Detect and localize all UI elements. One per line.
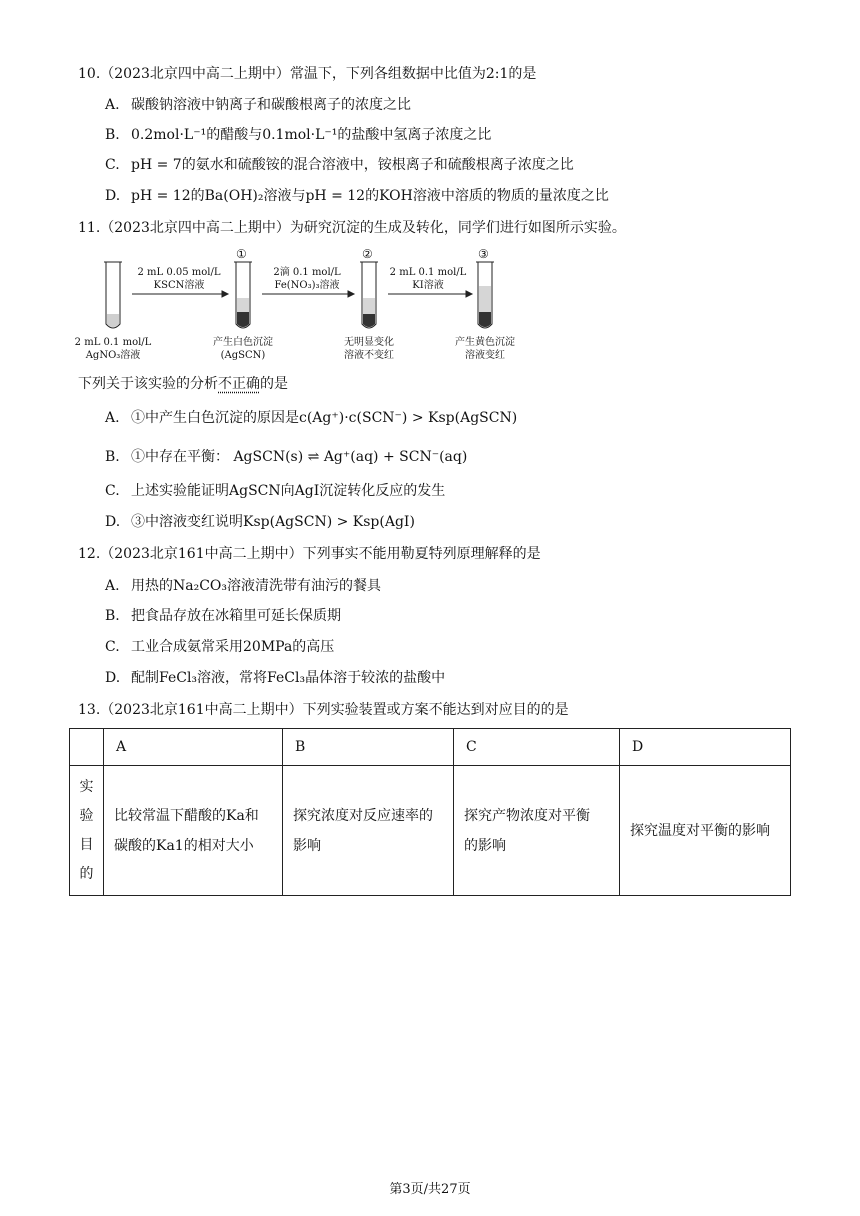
q10-option-c [105, 155, 574, 175]
q11-option-d [105, 512, 415, 532]
option-text: ③中溶液变红说明Ksp(AgSCN) > Ksp(AgI) [131, 514, 415, 530]
option-text: 把食品存放在冰箱里可延长保质期 [131, 608, 341, 624]
option-text: 碳酸钠溶液中钠离子和碳酸根离子的浓度之比 [131, 97, 411, 113]
table-corner-cell [70, 729, 104, 766]
option-label: B. [105, 608, 120, 624]
option-text: 工业合成氨常采用20MPa的高压 [131, 639, 335, 655]
row-label-experiment-purpose: 实 验 目 的 [70, 766, 104, 896]
cell-b: 探究浓度对反应速率的 影响 [283, 766, 454, 896]
page-footer: 第3页/共27页 [389, 1182, 471, 1197]
option-text: 0.2mol·L⁻¹的醋酸与0.1mol·L⁻¹的盐酸中氢离子浓度之比 [131, 127, 492, 143]
tube-number-3: ③ [478, 247, 489, 261]
option-label: A. [105, 97, 120, 113]
option-label: D. [105, 188, 121, 204]
cell-d: 探究温度对平衡的影响 [620, 766, 791, 896]
step2-reagent: 2滴 0.1 mol/L Fe(NO₃)₃溶液 [273, 267, 341, 291]
option-text: pH = 12的Ba(OH)₂溶液与pH = 12的KOH溶液中溶质的物质的量浓度之比 [131, 188, 609, 204]
option-text: ①中存在平衡： AgSCN(s) ⇌ Ag⁺(aq) + SCN⁻(aq) [131, 449, 468, 465]
option-text: 用热的Na₂CO₃溶液清洗带有油污的餐具 [131, 578, 382, 594]
option-label: B. [105, 449, 120, 465]
tube-3-caption: 产生黄色沉淀 溶液变红 [455, 337, 515, 361]
q11-stem: 11.（2023北京四中高二上期中）为研究沉淀的生成及转化，同学们进行如图所示实验。 [78, 220, 626, 236]
table-header-a: A [104, 729, 283, 766]
tube-0-caption: 2 mL 0.1 mol/L AgNO₃溶液 [74, 337, 152, 361]
table-header-d: D [620, 729, 791, 766]
tube-number-2: ② [362, 247, 373, 261]
option-label: A. [105, 578, 120, 594]
option-text: 配制FeCl₃溶液，常将FeCl₃晶体溶于较浓的盐酸中 [131, 670, 446, 686]
test-tube-1 [234, 262, 252, 328]
q10-stem: 10.（2023北京四中高二上期中）常温下，下列各组数据中比值为2:1的是 [78, 66, 537, 82]
option-label: D. [105, 514, 121, 530]
tube-2-caption: 无明显变化 溶液不变红 [344, 337, 394, 361]
q12-option-a [105, 576, 381, 596]
q10-option-a [105, 95, 411, 115]
test-tube-0 [104, 262, 122, 328]
table-header-c: C [454, 729, 620, 766]
tube-number-1: ① [236, 247, 247, 261]
option-label: C. [105, 157, 120, 173]
q11-option-c [105, 481, 445, 501]
table-row [70, 766, 791, 896]
table-header-row [70, 729, 791, 766]
option-text: ①中产生白色沉淀的原因是c(Ag⁺)·c(SCN⁻) > Ksp(AgSCN) [131, 410, 518, 426]
option-text: 上述实验能证明AgSCN向AgI沉淀转化反应的发生 [131, 483, 446, 499]
test-tube-2 [360, 262, 378, 328]
q13-table [69, 728, 791, 896]
q13-stem: 13.（2023北京161中高二上期中）下列实验装置或方案不能达到对应目的的是 [78, 702, 569, 718]
option-label: A. [105, 410, 120, 426]
q10-option-b [105, 125, 491, 145]
emphasis-not-correct: 不正确 [218, 376, 260, 392]
option-label: B. [105, 127, 120, 143]
step3-reagent: 2 mL 0.1 mol/L KI溶液 [389, 267, 467, 291]
test-tube-3 [476, 262, 494, 328]
q11-question: 下列关于该实验的分析不正确的是 [78, 376, 288, 392]
option-label: C. [105, 639, 120, 655]
q12-option-b [105, 606, 341, 626]
q12-stem: 12.（2023北京161中高二上期中）下列事实不能用勒夏特列原理解释的是 [78, 546, 541, 562]
q12-option-d [105, 668, 445, 688]
q11-option-b [105, 447, 467, 467]
option-text: pH = 7的氨水和硫酸铵的混合溶液中，铵根离子和硫酸根离子浓度之比 [131, 157, 574, 173]
option-label: D. [105, 670, 121, 686]
table-header-b: B [283, 729, 454, 766]
cell-a: 比较常温下醋酸的Ka和 碳酸的Ka1的相对大小 [104, 766, 283, 896]
cell-c: 探究产物浓度对平衡 的影响 [454, 766, 620, 896]
q12-option-c [105, 637, 334, 657]
option-label: C. [105, 483, 120, 499]
q11-option-a [105, 408, 517, 428]
tube-1-caption: 产生白色沉淀 (AgSCN) [213, 337, 273, 361]
q10-option-d [105, 186, 609, 206]
step1-reagent: 2 mL 0.05 mol/L KSCN溶液 [137, 267, 221, 291]
experiment-diagram [70, 248, 590, 368]
